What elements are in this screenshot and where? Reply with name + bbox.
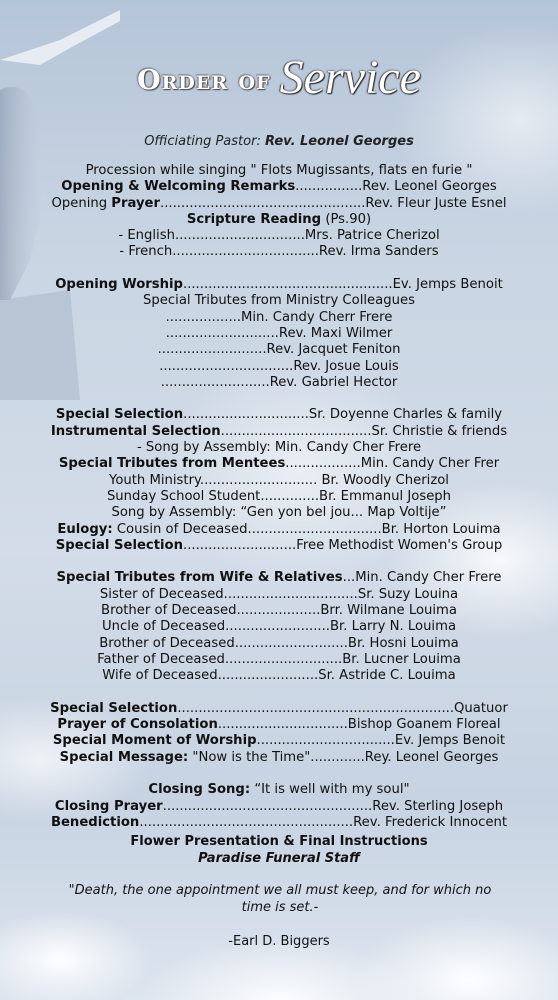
program-line [0,587,558,603]
program-line [0,717,558,733]
program-line [0,310,558,326]
program-line [0,440,558,456]
program-line-rest: Uncle of Deceased.........................Br. Larry N. Louima [101,619,457,635]
program-line [0,293,558,309]
program-line [0,668,558,684]
program-line-bold: Special Message: [59,749,189,765]
program-line-rest: - English...............................Mrs. Patrice Cherizol [118,228,440,244]
program-line [0,505,558,521]
closing-quote: "Death, the one appointment we all must keep, and for which no time is set.- [68,883,492,915]
program-line-bold: Special Moment of Worship [52,733,257,749]
program-line [0,522,558,538]
program-line [0,554,558,570]
title-service: Service [279,51,421,104]
program-line-rest: ..................Min. Candy Cher Frer [285,456,500,472]
program-line-bold: Prayer of Consolation [57,717,218,733]
program-line [0,456,558,472]
program-line-rest: (Ps.90) [321,211,372,227]
program-line [0,636,558,652]
program-line-rest: Father of Deceased............................Br. Lucner Louima [97,651,461,667]
program-line-rest: ...........................Free Methodist Women's Group [183,537,503,553]
title-order-of: Order of [137,65,271,96]
program-line [0,244,558,260]
quote-author: -Earl D. Biggers [228,934,330,949]
program-line-bold: Opening & Welcoming Remarks [61,179,296,195]
officiating-label: Officiating Pastor: [144,134,261,149]
program-line [0,424,558,440]
program-line [0,733,558,749]
program-line-bold: Closing Prayer [54,798,163,814]
program-line [0,261,558,277]
program-line-rest: Sunday School Student..............Br. Emmanul Joseph [106,488,452,504]
program-line-rest: .................................................Rev. Fleur Juste Esnel [160,195,507,211]
program-line-rest: ..........................Rev. Gabriel Hector [160,374,398,390]
program-line [0,196,558,212]
program-line [0,342,558,358]
program-line-rest: ....................................Sr. Christie & friends [220,423,508,439]
program-list [0,163,558,831]
program-line-rest: ................................Rev. Josue Louis [159,358,399,374]
program-line-bold: Special Tributes from Wife & Relatives [56,570,343,586]
program-line-rest: Special Tributes from Ministry Colleagues [143,293,415,309]
program-line [0,228,558,244]
footer-instructions [0,834,558,868]
program-line-bold: Benediction [50,814,140,830]
program-line [0,815,558,831]
officiating-name: Rev. Leonel Georges [264,134,414,149]
flower-presentation-line: Flower Presentation & Final Instructions [130,834,428,849]
program-line [0,782,558,798]
program-line-rest: ...................................................Rev. Frederick Innocent [139,814,508,830]
program-line [0,766,558,782]
program-line [0,163,558,179]
program-line-rest: Song by Assembly: “Gen yon bel jou... Map Voltije” [111,505,447,521]
program-line [0,359,558,375]
program-line-rest: ...Min. Candy Cher Frere [342,570,502,586]
program-line [0,603,558,619]
program-line-rest: ...........................Rev. Maxi Wilmer [165,325,393,341]
program-line-rest: ..................................................Ev. Jemps Benoit [182,277,503,293]
program-line [0,750,558,766]
program-line-bold: Scripture Reading [186,211,322,227]
program-line [0,277,558,293]
program-line [0,179,558,195]
program-line [0,570,558,586]
program-line-bold: Special Tributes from Mentees [58,456,286,472]
program-line [0,391,558,407]
program-line-rest: - Song by Assembly: Min. Candy Cher Frere [136,440,422,456]
program-line-rest: Cousin of Deceased................................Br. Horton Louima [112,521,501,537]
program-line [0,799,558,815]
program-line-bold: Opening Worship [55,277,183,293]
program-line [0,701,558,717]
program-line-rest: .................................Ev. Jemps Benoit [256,733,506,749]
program-line [0,619,558,635]
program-line-bold: Closing Song: [148,782,251,798]
program-line-rest: Sister of Deceased................................Sr. Suzy Louina [99,586,459,602]
program-line-rest: ..................................................Rev. Sterling Joseph [162,798,504,814]
program-line-rest: “It is well with my soul" [250,782,410,798]
program-line-bold: Special Selection [50,700,178,716]
program-line-bold: Special Selection [55,407,184,423]
program-line [0,538,558,554]
page-title [0,50,558,105]
program-line [0,375,558,391]
program-line-rest: ................Rev. Leonel Georges [295,179,497,195]
program-line-rest: Procession while singing " Flots Mugissants, flats en furie " [85,163,473,178]
program-line-rest: ..........................Rev. Jacquet Feniton [157,342,401,358]
program-line-rest: Youth Ministry............................ Br. Woodly Cherizol [109,472,449,488]
program-line-rest: "Now is the Time".............Rey. Leonel Georges [188,749,499,765]
program-line [0,326,558,342]
program-line-rest: ..............................Sr. Doyenne Charles & family [183,407,503,423]
program-line-pre: Opening [51,195,112,211]
program-line-rest: ..................................................................Quatuor [177,700,508,716]
program-line-rest: - French...................................Rev. Irma Sanders [119,244,439,260]
program-line-rest: ...............................Bishop Goanem Floreal [217,717,501,733]
program-line-bold: Special Selection [55,537,184,553]
program-line-bold: Eulogy: [57,521,113,537]
program-line [0,212,558,228]
program-line-rest: ..................Min. Candy Cherr Frere [165,309,393,325]
program-line [0,652,558,668]
program-line [0,685,558,701]
program-line-rest: Brother of Deceased...........................Br. Hosni Louima [99,635,459,651]
program-line [0,407,558,423]
funeral-staff-line: Paradise Funeral Staff [198,851,360,866]
program-line [0,473,558,489]
program-line-bold: Instrumental Selection [50,423,221,439]
program-line-bold: Prayer [111,195,160,211]
program-line [0,489,558,505]
officiating-pastor [0,134,558,149]
program-line-rest: Wife of Deceased........................Sr. Astride C. Louima [102,668,456,684]
program-line-rest: Brother of Deceased....................Brr. Wilmane Louima [101,603,457,619]
